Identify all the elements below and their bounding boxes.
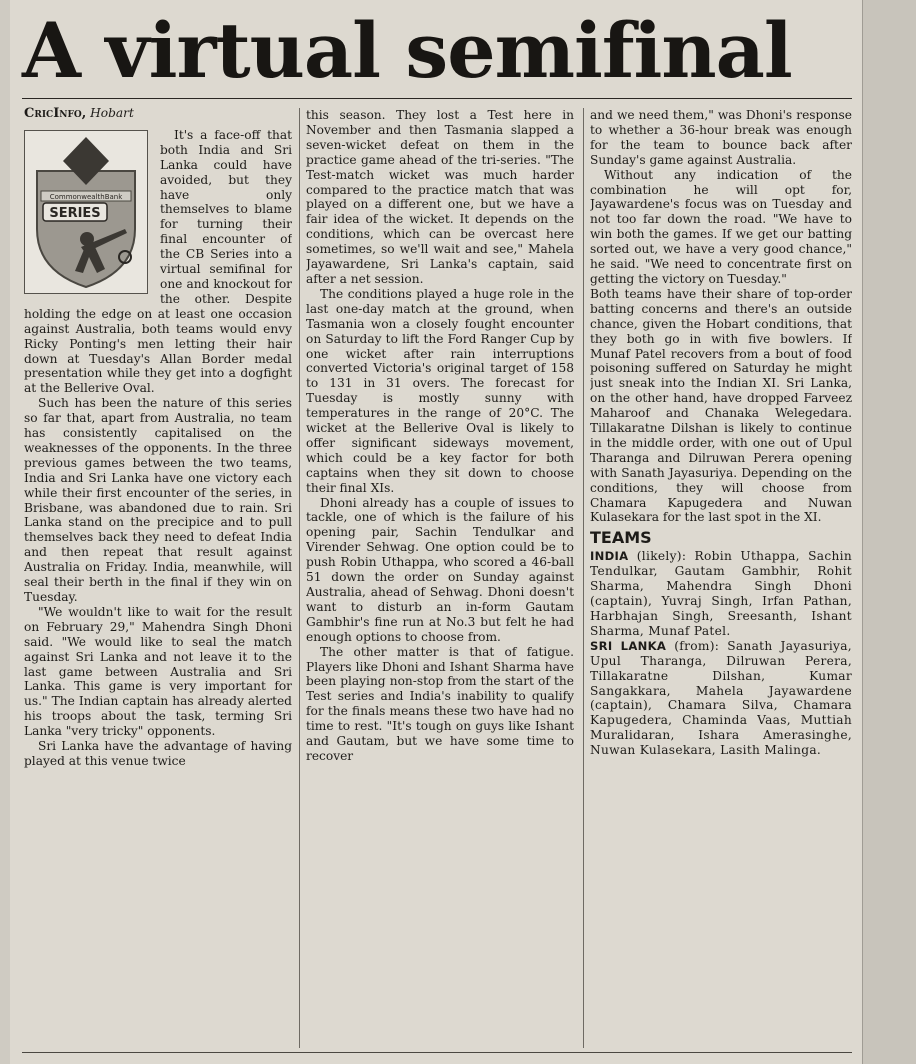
srilanka-label: SRI LANKA [590,638,667,653]
column-divider [299,108,300,1048]
byline [24,106,292,122]
svg-text:CommonwealthBank: CommonwealthBank [49,192,123,201]
cb-series-logo-graphic [25,131,147,293]
india-squad [590,549,852,638]
paragraph: Both teams have their share of top-order batting concerns and there's an outside chance, given the Hobart conditions, that they both go in with five bowlers. If Munaf Patel recovers from a bout of food poisoning suffered on Saturday he might just sneak into the Indian XI. Sri Lanka, on the other hand, have dropped Farveez Maharoof and Chanaka Welegedara. Tillakaratne Dilshan is likely to continue in the middle order, with one out of Upul Tharanga and Dilruwan Perera opening with Sanath Jayasuriya. Depending on the conditions, they will choose from Chamara Kapugedera and Nuwan Kulasekara for the last spot in the XI. [590,286,852,525]
paragraph: It's a face-off that both India and Sri Lanka could have avoided, but they have only themselves to blame for turning their final encounter of the CB Series into a virtual semifinal for one and knockout for the other. Despite holding the edge on at least one occasion against Australia, both teams would envy Ricky Ponting's men letting their hair down at Tuesday's Allan Border medal presentation while they get into a dogfight at the Bellerive Oval. [24,127,292,396]
paragraph: Dhoni already has a couple of issues to tackle, one of which is the failure of his opening pair, Sachin Tendulkar and Virender Sehwag. One option could be to push Robin Uthappa, who scored a 46-ball 51 down the order on Sunday against Australia, ahead of Sehwag. Dhoni doesn't want to disturb an in-form Gautam Gambhir's fine run at No.3 but felt he had enough options to choose from. [306,495,574,644]
teams-box [590,549,852,758]
byline-source: CricInfo, [24,106,87,121]
india-label: INDIA [590,549,629,564]
paragraph: "We wouldn't like to wait for the result on February 29," Mahendra Singh Dhoni said. "We would like to seal the match against Sri Lanka and not leave it to the last game between Australia and Sri Lanka. This game is very important for us." The Indian captain has already alerted his troops about the task, terming Sri Lanka "very tricky" opponents. [24,604,292,739]
paragraph: and we need them," was Dhoni's response to whether a 36-hour break was enough for the team to bounce back after Sunday's game against Australia. [590,108,852,167]
headline-rule [22,98,852,99]
article-column-2 [306,108,574,1058]
bottom-rule [22,1052,852,1053]
page-edge [862,0,916,1064]
cb-series-logo [24,130,148,294]
india-list: (likely): Robin Uthappa, Sachin Tendulkar, Gautam Gambhir, Rohit Sharma, Mahendra Singh Dhoni (captain), Yuvraj Singh, Irfan Pathan, Harbhajan Singh, Sreesanth, Ishant Sharma, Munaf Patel. [590,549,852,638]
paragraph: this season. They lost a Test here in November and then Tasmania slapped a seven-wicket defeat on them in the practice game ahead of the tri-series. "The Test-match wicket was much harder compared to the practice match that was played on a different one, but we have a fair idea of the wicket. It depends on the conditions, which can be overcast here sometimes, so we'll wait and see," Mahela Jayawardene, Sri Lanka's captain, said after a net session. [306,108,574,286]
srilanka-squad [590,639,852,758]
teams-heading: TEAMS [590,528,652,548]
byline-place: Hobart [90,106,134,120]
paragraph: The other matter is that of fatigue. Players like Dhoni and Ishant Sharma have been playing non-stop from the start of the Test series and India's inability to qualify for the finals means these two have had no time to rest. "It's tough on guys like Ishant and Gautam, but we have some time to recover [306,644,574,763]
paragraph: The conditions played a huge role in the last one-day match at the ground, when Tasmania won a closely fought encounter on Saturday to lift the Ford Ranger Cup by one wicket after rain interruptions converted Victoria's original target of 158 to 131 in 31 overs. The forecast for Tuesday is mostly sunny with temperatures in the range of 20°C. The wicket at the Bellerive Oval is likely to offer significant sideways movement, which could be a key factor for both captains when they sit down to choose their final XIs. [306,286,574,495]
article-column-1 [24,106,292,1056]
paragraph: Without any indication of the combination he will opt for, Jayawardene's focus was on Tuesday and not too far down the road. "We have to win both the games. If we get our batting sorted out, we have a very good chance," he said. "We need to concentrate first on getting the victory on Tuesday." [590,167,852,286]
paragraph: Sri Lanka have the advantage of having played at this venue twice [24,739,292,768]
article-column-3 [590,108,852,1058]
srilanka-list: (from): Sanath Jayasuriya, Upul Tharanga, Dilruwan Perera, Tillakaratne Dilshan, Kumar Sangakkara, Mahela Jayawardene (captain), Chamara Silva, Chamara Kapugedera, Chaminda Vaas, Muttiah Muralidaran, Ishara Amerasinghe, Nuwan Kulasekara, Lasith Malinga. [590,638,852,758]
svg-text:SERIES: SERIES [49,205,101,221]
headline: A virtual semifinal [22,6,792,95]
column-divider [583,108,584,1048]
paragraph: Such has been the nature of this series so far that, apart from Australia, no team has consistently capitalised on the weaknesses of the opponents. In the three previous games between the two teams, India and Sri Lanka have one victory each while their first encounter of the series, in Brisbane, was abandoned due to rain. Sri Lanka stand on the precipice and to pull themselves back they need to defeat India and then repeat that result against Australia on Friday. India, meanwhile, will seal their berth in the final if they win on Tuesday. [24,396,292,604]
